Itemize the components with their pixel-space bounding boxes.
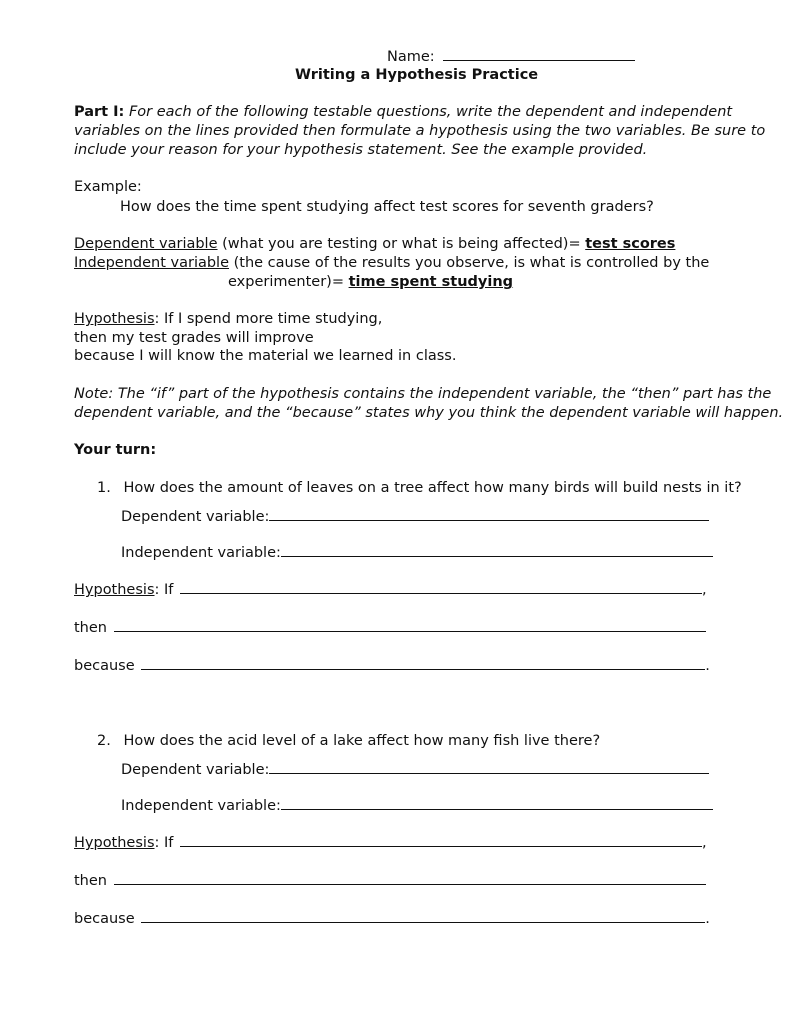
period: .: [705, 658, 710, 674]
q1-independent-blank[interactable]: [281, 543, 713, 557]
example-independent-line2: [228, 273, 513, 291]
q1-independent-field[interactable]: [121, 543, 713, 562]
question-text: How does the acid level of a lake affect how many fish live there?: [123, 733, 601, 749]
q1-because-blank[interactable]: [141, 656, 705, 670]
q2-because-blank[interactable]: [141, 909, 705, 923]
name-field[interactable]: [387, 47, 635, 66]
dependent-term: Dependent variable: [74, 236, 218, 252]
example-hypothesis-line1: [74, 310, 382, 328]
q1-dependent-field[interactable]: [121, 507, 709, 526]
part1-instructions-1: For each of the following testable questions, write the dependent and independent: [128, 104, 733, 120]
question-number: 2.: [97, 733, 111, 749]
q2-dependent-field[interactable]: [121, 760, 709, 779]
q1-because-field[interactable]: [74, 656, 710, 675]
question-text: How does the amount of leaves on a tree affect how many birds will build nests in it?: [123, 480, 742, 496]
q2-independent-blank[interactable]: [281, 796, 713, 810]
because-label: because: [74, 911, 135, 927]
example-hypothesis-3: because I will know the material we learned in class.: [74, 348, 457, 364]
period: .: [705, 911, 710, 927]
independent-label: Independent variable:: [121, 545, 281, 561]
independent-label: Independent variable:: [121, 798, 281, 814]
independent-desc-2: experimenter)=: [228, 274, 349, 290]
question-number: 1.: [97, 480, 111, 496]
note-line2: dependent variable, and the “because” states why you think the dependent variable will happen.: [74, 405, 784, 421]
independent-term: Independent variable: [74, 255, 230, 271]
q2-then-field[interactable]: [74, 871, 706, 890]
q2-dependent-blank[interactable]: [269, 760, 709, 774]
q2-then-blank[interactable]: [114, 871, 706, 885]
example-hypothesis-term: Hypothesis: [74, 311, 155, 327]
example-dependent-line: [74, 235, 675, 253]
q1-if-blank[interactable]: [180, 580, 702, 594]
because-label: because: [74, 658, 135, 674]
q2-hypothesis-if-field[interactable]: [74, 833, 707, 852]
q1-hypothesis-if-field[interactable]: [74, 580, 707, 599]
hypothesis-term: Hypothesis: [74, 835, 155, 851]
independent-answer: time spent studying: [348, 274, 514, 290]
example-question: How does the time spent studying affect test scores for seventh graders?: [120, 199, 654, 215]
hypothesis-term: Hypothesis: [74, 582, 155, 598]
note-line1: Note: The “if” part of the hypothesis contains the independent variable, the “then” part has the: [74, 386, 772, 402]
q1-then-blank[interactable]: [114, 618, 706, 632]
dependent-answer: test scores: [585, 236, 676, 252]
dependent-label: Dependent variable:: [121, 762, 270, 778]
question-1: [97, 479, 742, 497]
if-label: : If: [154, 835, 174, 851]
then-label: then: [74, 620, 107, 636]
q1-then-field[interactable]: [74, 618, 706, 637]
example-hypothesis-2: then my test grades will improve: [74, 330, 314, 346]
comma: ,: [702, 582, 707, 598]
example-hypothesis-1: : If I spend more time studying,: [154, 311, 383, 327]
name-label: Name:: [387, 49, 435, 65]
your-turn-heading: Your turn:: [74, 442, 157, 458]
page-title: Writing a Hypothesis Practice: [295, 67, 539, 83]
if-label: : If: [154, 582, 174, 598]
independent-desc-1: (the cause of the results you observe, is what is controlled by the: [229, 255, 710, 271]
part1-instructions-3: include your reason for your hypothesis statement. See the example provided.: [74, 142, 648, 158]
q2-if-blank[interactable]: [180, 833, 702, 847]
q1-dependent-blank[interactable]: [269, 507, 709, 521]
example-independent-line: [74, 254, 709, 272]
comma: ,: [702, 835, 707, 851]
part1-label: Part I:: [74, 104, 125, 120]
dependent-desc: (what you are testing or what is being affected)=: [217, 236, 586, 252]
q2-because-field[interactable]: [74, 909, 710, 928]
question-2: [97, 732, 600, 750]
q2-independent-field[interactable]: [121, 796, 713, 815]
example-label: Example:: [74, 179, 142, 195]
dependent-label: Dependent variable:: [121, 509, 270, 525]
part1-instructions-2: variables on the lines provided then formulate a hypothesis using the two variables. Be sure to: [74, 123, 766, 139]
then-label: then: [74, 873, 107, 889]
name-blank[interactable]: [443, 47, 635, 61]
part1-line1: [74, 103, 732, 121]
